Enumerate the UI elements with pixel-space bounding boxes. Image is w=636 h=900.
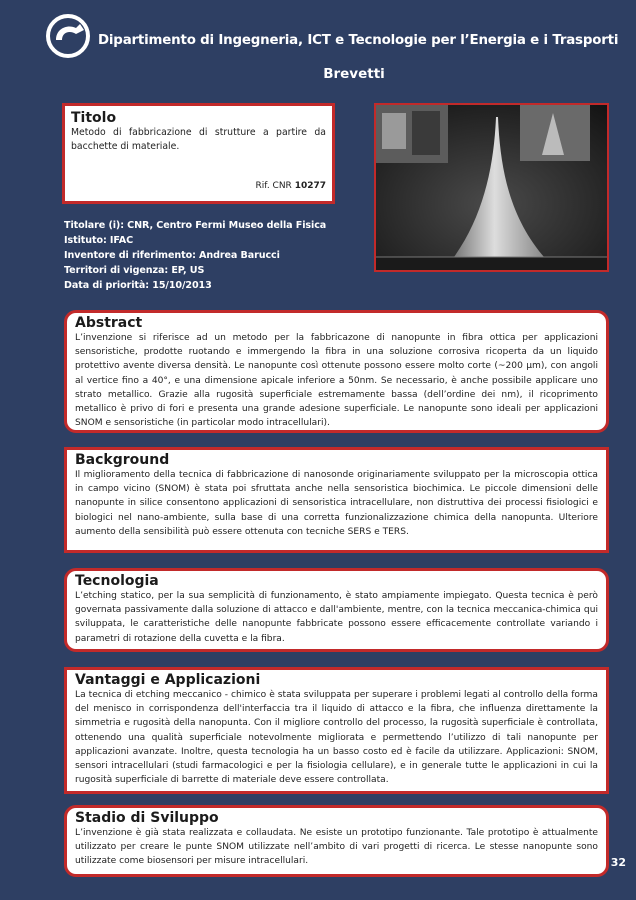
background-heading: Background — [75, 452, 170, 468]
tecnologia-card — [64, 568, 609, 652]
vantaggi-card — [64, 667, 609, 794]
tecnologia-text: L’etching statico, per la sua semplicità di funzionamento, è stato ampiamente impiegato. Questa tecnica è però governata passivamente dalla soluzione di attacco e dall'ambiente, mentre, con la tecnica meccanica-chimica qui sviluppata, le caratteristiche delle nanopunte fabbricate possono essere efficacemente controllate variando i parametri di rotazione della cuvetta e la fibra. — [75, 591, 598, 644]
rif-cnr — [256, 179, 326, 193]
vantaggi-heading: Vantaggi e Applicazioni — [75, 672, 261, 688]
rif-number: 10277 — [294, 180, 326, 191]
titolo-text: Metodo di fabbricazione di strutture a partire da bacchette di materiale. — [71, 127, 326, 152]
stadio-heading: Stadio di Sviluppo — [75, 810, 219, 826]
inventore-line: Inventore di riferimento: Andrea Barucci — [64, 250, 280, 261]
abstract-heading: Abstract — [75, 315, 143, 331]
background-card — [64, 447, 609, 553]
tecnologia-heading: Tecnologia — [75, 573, 159, 589]
data-priorita-line: Data di priorità: 15/10/2013 — [64, 280, 212, 291]
background-text: Il miglioramento della tecnica di fabbricazione di nanosonde originariamente sviluppato per la microscopia ottica in campo vicino (SNOM) è stata poi sfruttata anche nella sensoristica biochimica. Le piccole dimensioni delle nanopunte in silice consentono applicazioni di sensoristica intracellulare, non distruttiva dei processi fisiologici e biologici nel nano-ambiente, sulla base di una corretta funzionalizzazione chimica della nanopunta. Ulteriore aumento della sensibilità può essere ottenuta con tecniche SERS e TERS. — [75, 470, 598, 537]
section-heading: Brevetti — [323, 66, 385, 82]
istituto-line: Istituto: IFAC — [64, 235, 134, 246]
cnr-logo-icon — [46, 14, 90, 58]
department-title: Dipartimento di Ingegneria, ICT e Tecnologie per l’Energia e i Trasporti — [98, 33, 619, 48]
abstract-card — [64, 310, 609, 433]
territori-line: Territori di vigenza: EP, US — [64, 265, 205, 276]
titolo-heading: Titolo — [71, 110, 117, 126]
titolare-line: Titolare (i): CNR, Centro Fermi Museo della Fisica — [64, 220, 327, 231]
patent-details — [64, 218, 326, 293]
page-number: 32 — [610, 856, 626, 869]
rif-label: Rif. CNR — [255, 180, 292, 191]
abstract-text: L’invenzione si riferisce ad un metodo per la fabbricazone di nanopunte in fibra ottica per applicazioni sensoristiche, prodotte ruotando e immergendo la fibra in una soluzione corrosiva ricoperta da un liquido protettivo avente diversa densità. Le nanopunte così ottenute possono essere molto corte (~200 µm), con angoli al vertice fino a 40°, e una dimensione apicale inferiore a 50nm. Se necessario, è anche possibile applicare uno strato metallico. Grazie alla rugosità superficiale estremamente bassa (dell’ordine dei nm), il ricoprimento metallico è privo di fori e presenta una grande adesione superficiale. Le nanopunte sono ideali per applicazioni SNOM e sensoristiche (in particolar modo intracellulari). — [75, 333, 598, 429]
titolo-card — [62, 103, 335, 204]
stadio-card — [64, 805, 609, 877]
stadio-text: L’invenzione è già stata realizzata e collaudata. Ne esiste un prototipo funzionante. Tale prototipo è attualmente utilizzato per creare le punte SNOM utilizzate nell’ambito di vari progetti di ricerca. Le stesse nanopunte sono utilizzate come biosensori per misure intracellulari. — [75, 828, 598, 867]
sem-nanotip-image — [374, 103, 609, 272]
vantaggi-text: La tecnica di etching meccanico - chimico è stata sviluppata per superare i problemi legati al controllo della forma del menisco in corrispondenza dell'interfaccia tra il liquido di attacco e la fibra, che influenza direttamente la simmetria e rugosità della nanopunta. Con il migliore controllo del processo, la rugosità superficiale è controllata, ottenendo una qualità superficiale notevolmente migliorata e permettendo l’utilizzo di tali nanopunte per applicazioni avanzate. Inoltre, questa tecnologia ha un basso costo ed è facile da utilizzare. Applicazioni: SNOM, sensori intracellulari (studi farmacologici e per la fisiologia cellulare), e in generale tutte le applicazioni in cui la rugosità superficiale di barrette di materiale deve essere controllata. — [75, 690, 598, 786]
sem-image-graphic — [376, 105, 607, 270]
